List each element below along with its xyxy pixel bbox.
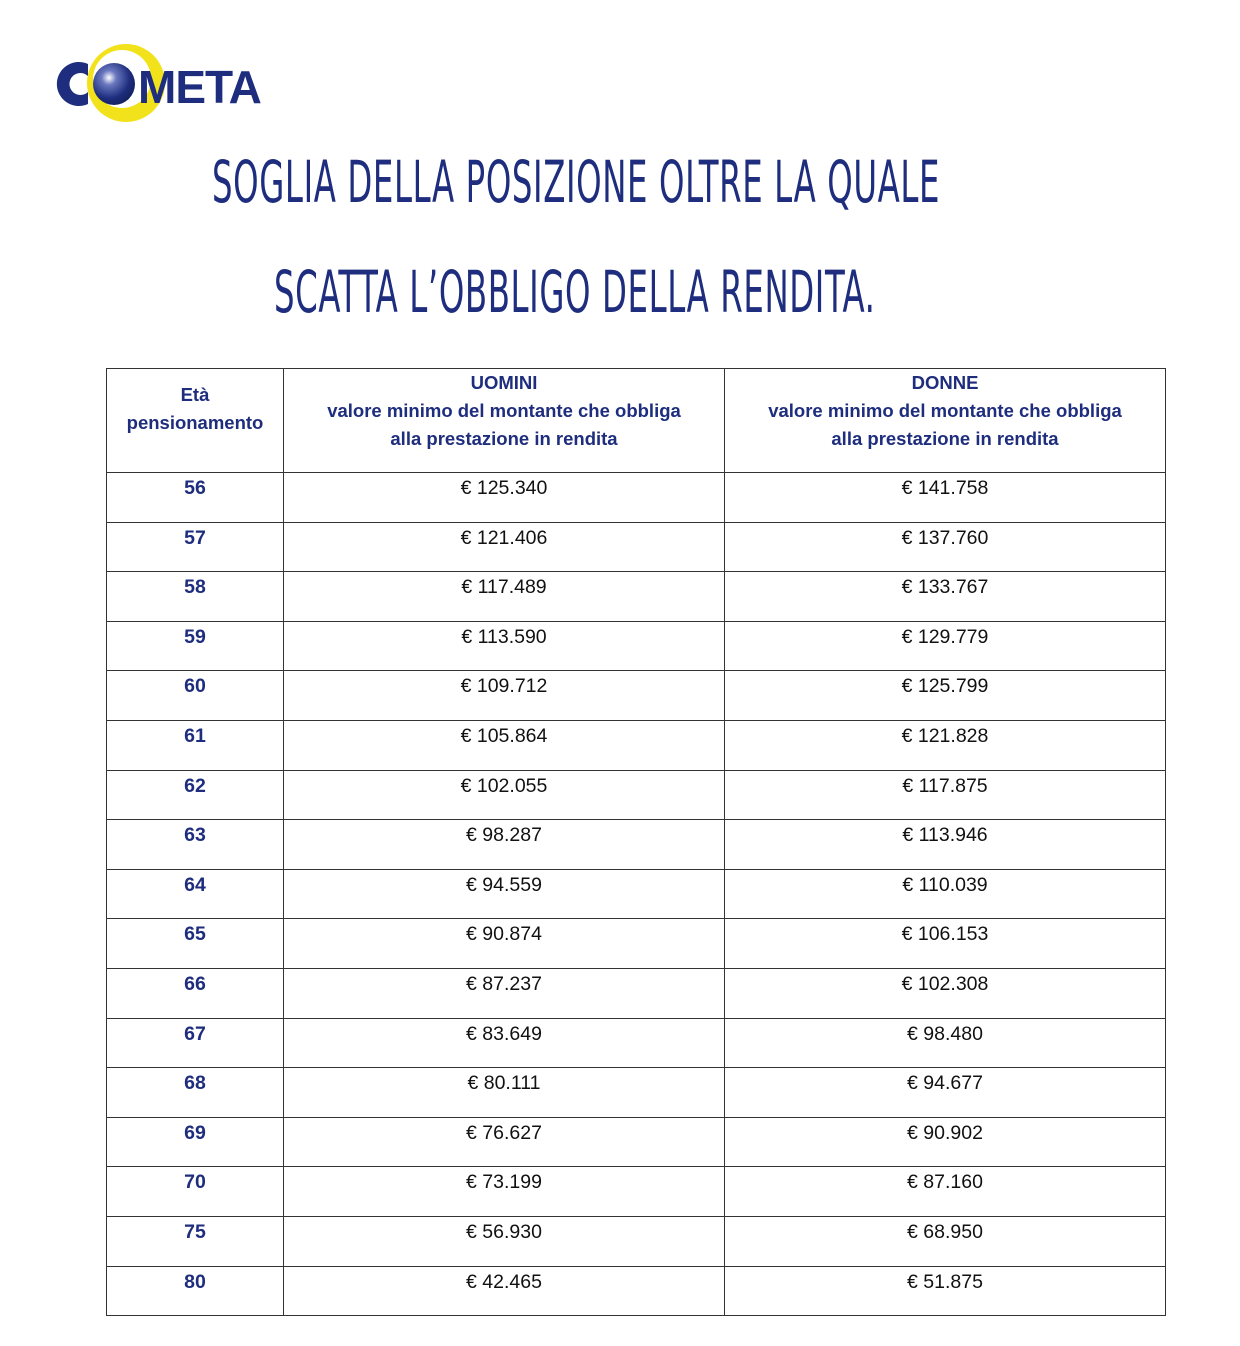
cell-women-value: € 137.760 <box>725 522 1166 572</box>
cell-women-value: € 102.308 <box>725 968 1166 1018</box>
table-row <box>107 522 1166 572</box>
cell-age: 60 <box>107 671 284 721</box>
cell-women-value: € 133.767 <box>725 572 1166 622</box>
cell-age: 57 <box>107 522 284 572</box>
table-row <box>107 1117 1166 1167</box>
header-age-line-1: Età <box>180 384 210 405</box>
cell-women-value: € 125.799 <box>725 671 1166 721</box>
table-row <box>107 1018 1166 1068</box>
table-row <box>107 473 1166 523</box>
cell-men-value: € 121.406 <box>284 522 725 572</box>
cell-age: 69 <box>107 1117 284 1167</box>
cell-men-value: € 83.649 <box>284 1018 725 1068</box>
cell-age: 59 <box>107 621 284 671</box>
header-women-line-2: valore minimo del montante che obbliga <box>768 400 1122 421</box>
svg-text:META: META <box>138 61 261 113</box>
cell-age: 67 <box>107 1018 284 1068</box>
cell-age: 65 <box>107 919 284 969</box>
table-row <box>107 1266 1166 1316</box>
table-row <box>107 968 1166 1018</box>
cell-age: 66 <box>107 968 284 1018</box>
cell-men-value: € 117.489 <box>284 572 725 622</box>
header-women <box>725 369 1166 473</box>
cell-women-value: € 117.875 <box>725 770 1166 820</box>
header-retirement-age <box>107 369 284 473</box>
annuity-threshold-table <box>106 368 1165 1316</box>
cell-women-value: € 68.950 <box>725 1216 1166 1266</box>
cell-men-value: € 87.237 <box>284 968 725 1018</box>
cell-age: 56 <box>107 473 284 523</box>
cell-men-value: € 125.340 <box>284 473 725 523</box>
table-row <box>107 820 1166 870</box>
cell-men-value: € 94.559 <box>284 869 725 919</box>
cell-men-value: € 113.590 <box>284 621 725 671</box>
cell-women-value: € 51.875 <box>725 1266 1166 1316</box>
header-women-line-3: alla prestazione in rendita <box>831 428 1059 449</box>
table-row <box>107 919 1166 969</box>
cell-age: 61 <box>107 720 284 770</box>
cell-age: 70 <box>107 1167 284 1217</box>
cell-men-value: € 109.712 <box>284 671 725 721</box>
cell-age: 62 <box>107 770 284 820</box>
threshold-table <box>106 368 1166 1316</box>
cell-age: 75 <box>107 1216 284 1266</box>
table-row <box>107 1216 1166 1266</box>
table-row <box>107 720 1166 770</box>
table-header-row <box>107 369 1166 473</box>
cell-men-value: € 105.864 <box>284 720 725 770</box>
cell-women-value: € 106.153 <box>725 919 1166 969</box>
cell-men-value: € 80.111 <box>284 1068 725 1118</box>
cell-age: 68 <box>107 1068 284 1118</box>
cell-men-value: € 42.465 <box>284 1266 725 1316</box>
page-title-line-2: SCATTA L’OBBLIGO DELLA RENDITA. <box>274 258 876 326</box>
cell-women-value: € 98.480 <box>725 1018 1166 1068</box>
cell-men-value: € 76.627 <box>284 1117 725 1167</box>
table-row <box>107 621 1166 671</box>
header-men <box>284 369 725 473</box>
table-row <box>107 770 1166 820</box>
cell-men-value: € 98.287 <box>284 820 725 870</box>
cell-women-value: € 87.160 <box>725 1167 1166 1217</box>
cometa-logo <box>44 42 276 124</box>
cell-women-value: € 110.039 <box>725 869 1166 919</box>
cell-age: 58 <box>107 572 284 622</box>
cell-women-value: € 94.677 <box>725 1068 1166 1118</box>
table-row <box>107 1068 1166 1118</box>
cell-women-value: € 90.902 <box>725 1117 1166 1167</box>
cell-women-value: € 129.779 <box>725 621 1166 671</box>
cell-women-value: € 141.758 <box>725 473 1166 523</box>
page-title-line-1: SOGLIA DELLA POSIZIONE OLTRE LA QUALE <box>212 148 941 216</box>
header-men-line-2: valore minimo del montante che obbliga <box>327 400 681 421</box>
table-row <box>107 572 1166 622</box>
header-men-line-1: UOMINI <box>470 372 538 393</box>
cell-age: 64 <box>107 869 284 919</box>
cell-men-value: € 102.055 <box>284 770 725 820</box>
cell-women-value: € 121.828 <box>725 720 1166 770</box>
header-women-line-1: DONNE <box>911 372 979 393</box>
cell-men-value: € 73.199 <box>284 1167 725 1217</box>
table-row <box>107 671 1166 721</box>
cell-women-value: € 113.946 <box>725 820 1166 870</box>
table-row <box>107 869 1166 919</box>
cell-men-value: € 56.930 <box>284 1216 725 1266</box>
header-age-line-2: pensionamento <box>126 412 264 433</box>
table-row <box>107 1167 1166 1217</box>
cell-age: 80 <box>107 1266 284 1316</box>
cometa-logo-graphic <box>44 42 276 124</box>
cell-age: 63 <box>107 820 284 870</box>
header-men-line-3: alla prestazione in rendita <box>390 428 618 449</box>
cell-men-value: € 90.874 <box>284 919 725 969</box>
